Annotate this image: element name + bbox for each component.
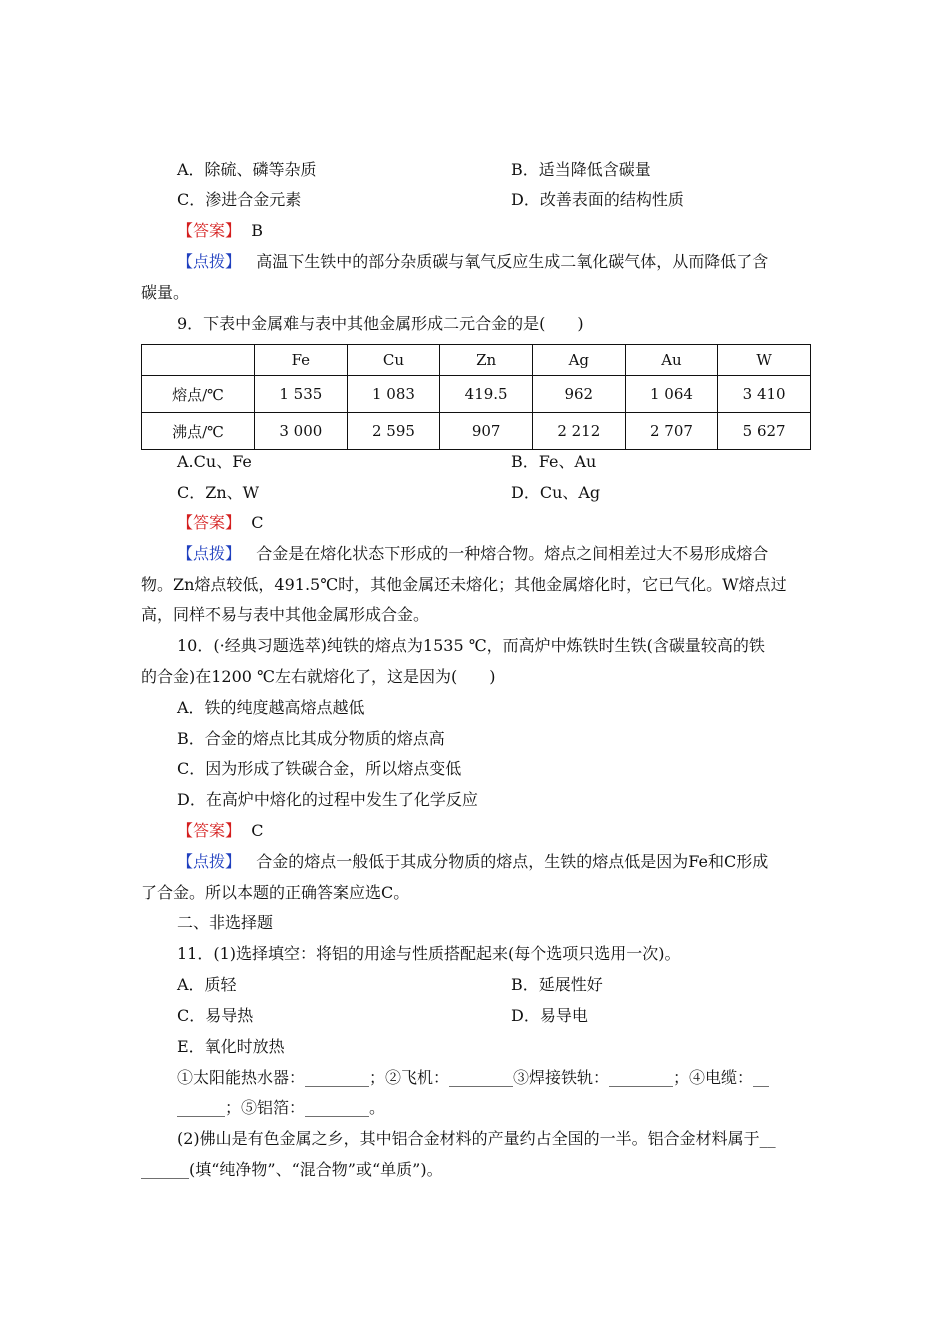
table-header-cell: Au [625, 345, 718, 376]
melting-boiling-table [141, 344, 811, 450]
q9-hint [177, 544, 768, 564]
hint-text: 合金的熔点一般低于其成分物质的熔点，生铁的熔点低是因为Fe和C形成 [256, 852, 769, 871]
table-cell: 3 000 [255, 413, 348, 450]
table-cell: 2 595 [347, 413, 440, 450]
answer-tag: 【答案】 [177, 221, 242, 240]
answer-tag: 【答案】 [177, 513, 242, 532]
q10-stem: 10．(·经典习题选萃)纯铁的熔点为1535 ℃，而高炉中炼铁时生铁(含碳量较高的铁 [177, 636, 765, 655]
q10-hint-line2: 了合金。所以本题的正确答案应选C。 [141, 883, 410, 902]
hint-text: 高温下生铁中的部分杂质碳与氧气反应生成二氧化碳气体，从而降低了含 [256, 252, 769, 271]
answer-tag: 【答案】 [177, 821, 242, 840]
q8-option-d: D．改善表面的结构性质 [511, 190, 684, 209]
table-cell: 419.5 [440, 376, 533, 413]
q11-fill-blanks: ①太阳能热水器：________；②飞机：________③焊接铁轨：________；④电缆：__ [177, 1068, 770, 1087]
table-row [142, 376, 811, 413]
section-heading: 二、非选择题 [177, 913, 274, 932]
q8-option-a: A．除硫、磷等杂质 [177, 160, 317, 179]
table-cell: 2 707 [625, 413, 718, 450]
table-cell: 2 212 [532, 413, 625, 450]
q8-hint-line2: 碳量。 [141, 283, 190, 302]
table-cell: 5 627 [718, 413, 811, 450]
q9-option-c: C．Zn、W [177, 483, 260, 502]
q10-option-d: D．在高炉中熔化的过程中发生了化学反应 [177, 790, 478, 809]
hint-tag: 【点拨】 [177, 252, 242, 271]
table-header-cell: Cu [347, 345, 440, 376]
table-header-row [142, 345, 811, 376]
table-header-cell: Fe [255, 345, 348, 376]
hint-tag: 【点拨】 [177, 852, 242, 871]
hint-text: 合金是在熔化状态下形成的一种熔合物。熔点之间相差过大不易形成熔合 [256, 544, 769, 563]
table-row [142, 413, 811, 450]
q8-option-c: C．渗进合金元素 [177, 190, 302, 209]
q11-fill-blanks-line2: ______；⑤铝箔：________。 [177, 1098, 386, 1117]
answer-value: C [251, 821, 264, 840]
q10-answer [177, 821, 263, 841]
answer-value: C [251, 513, 264, 532]
q11-stem: 11．(1)选择填空：将铝的用途与性质搭配起来(每个选项只选用一次)。 [177, 944, 681, 963]
q9-stem: 9．下表中金属难与表中其他金属形成二元合金的是( ) [177, 314, 584, 333]
table-cell: 1 535 [255, 376, 348, 413]
q9-option-a: A.Cu、Fe [177, 452, 252, 471]
table-cell: 962 [532, 376, 625, 413]
q10-option-b: B．合金的熔点比其成分物质的熔点高 [177, 729, 445, 748]
table-header-cell [142, 345, 255, 376]
table-header-cell: Ag [532, 345, 625, 376]
q10-option-c: C．因为形成了铁碳合金，所以熔点变低 [177, 759, 462, 778]
q8-hint [177, 252, 768, 272]
table-cell: 1 083 [347, 376, 440, 413]
q8-answer [177, 221, 263, 241]
q11-option-a: A．质轻 [177, 975, 237, 994]
q9-hint-line2: 物。Zn熔点较低，491.5℃时，其他金属还未熔化；其他金属熔化时，它已气化。W熔点过 [141, 575, 787, 594]
q11-option-e: E．氧化时放热 [177, 1037, 285, 1056]
q10-stem-line2: 的合金)在1200 ℃左右就熔化了，这是因为( ) [141, 667, 496, 686]
hint-tag: 【点拨】 [177, 544, 242, 563]
table-header-cell: Zn [440, 345, 533, 376]
q9-option-d: D．Cu、Ag [511, 483, 601, 502]
answer-value: B [251, 221, 263, 240]
table-cell: 熔点/℃ [142, 376, 255, 413]
table-cell: 3 410 [718, 376, 811, 413]
q11-option-d: D．易导电 [511, 1006, 588, 1025]
q11-option-b: B．延展性好 [511, 975, 603, 994]
table-header-cell: W [718, 345, 811, 376]
q10-option-a: A．铁的纯度越高熔点越低 [177, 698, 365, 717]
q9-option-b: B．Fe、Au [511, 452, 597, 471]
q10-hint [177, 852, 768, 872]
table-cell: 沸点/℃ [142, 413, 255, 450]
table-cell: 907 [440, 413, 533, 450]
q11-part2: (2)佛山是有色金属之乡，其中铝合金材料的产量约占全国的一半。铝合金材料属于__ [177, 1129, 776, 1148]
q9-hint-line3: 高，同样不易与表中其他金属形成合金。 [141, 605, 430, 624]
table-cell: 1 064 [625, 376, 718, 413]
q9-answer [177, 513, 263, 533]
q8-option-b: B．适当降低含碳量 [511, 160, 651, 179]
q11-option-c: C．易导热 [177, 1006, 254, 1025]
q11-part2-line2: ______(填“纯净物”、“混合物”或“单质”)。 [141, 1160, 443, 1179]
